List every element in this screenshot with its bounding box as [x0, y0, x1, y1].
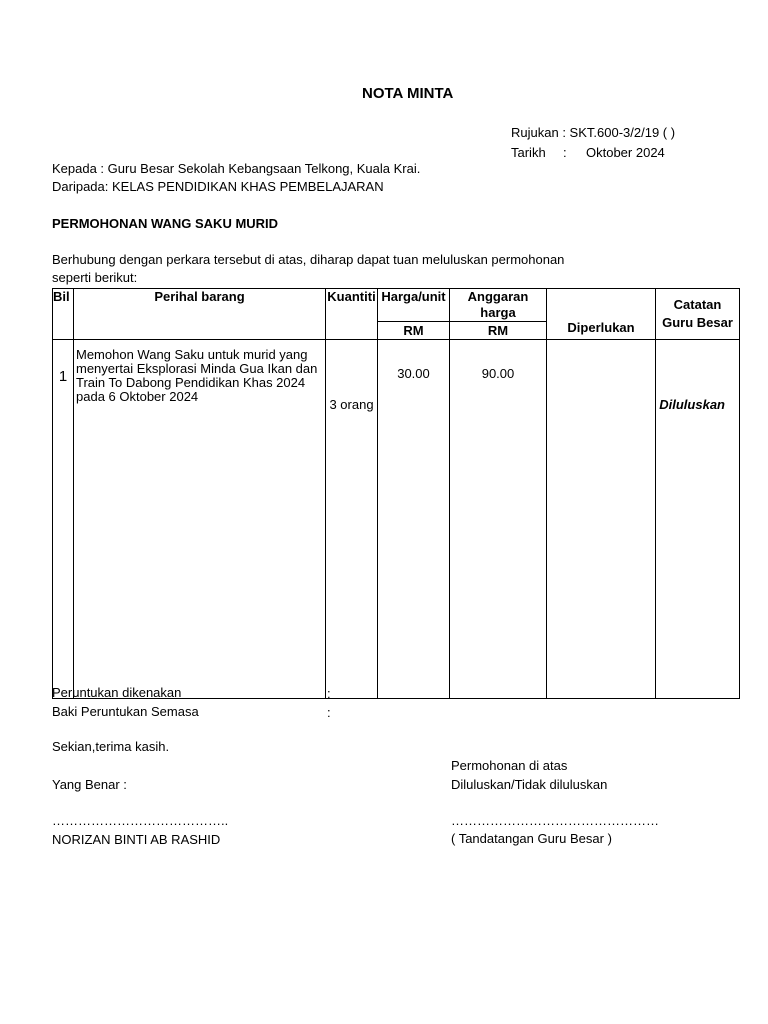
approval-status: Diluluskan/Tidak diluluskan — [451, 777, 608, 792]
document-title: NOTA MINTA — [362, 85, 454, 102]
header-harga: Harga/unit — [378, 289, 450, 322]
cell-catatan: Diluluskan — [656, 340, 740, 699]
tarikh-value: Oktober 2024 — [586, 145, 665, 160]
guru-besar-signature-label: ( Tandatangan Guru Besar ) — [451, 831, 612, 846]
header-kuantiti: Kuantiti — [326, 289, 378, 340]
cell-anggaran: 90.00 — [450, 340, 547, 699]
signature-line-right: ………………………………………… — [451, 813, 659, 828]
header-anggaran-unit: RM — [450, 322, 547, 340]
header-catatan-line-1: Catatan — [673, 297, 722, 312]
tarikh-colon: : — [563, 145, 567, 160]
request-table — [52, 288, 740, 699]
baki-label: Baki Peruntukan Semasa — [52, 704, 199, 719]
permohonan-atas: Permohonan di atas — [451, 758, 568, 773]
intro-line-2: seperti berikut: — [52, 270, 138, 285]
cell-kuantiti: 3 orang — [326, 340, 378, 699]
tarikh-label: Tarikh — [511, 145, 546, 160]
peruntukan-label: Peruntukan dikenakan — [52, 685, 182, 700]
kepada-line: Kepada : Guru Besar Sekolah Kebangsaan Telkong, Kuala Krai. — [52, 161, 421, 176]
header-catatan — [656, 289, 740, 340]
header-catatan-line-2: Guru Besar — [662, 315, 733, 330]
signer-name: NORIZAN BINTI AB RASHID — [52, 832, 221, 847]
perihal-line-1: Memohon Wang Saku untuk murid yang — [76, 347, 308, 362]
header-harga-unit: RM — [378, 322, 450, 340]
intro-line-1: Berhubung dengan perkara tersebut di atas, diharap dapat tuan meluluskan permohonan — [52, 252, 565, 267]
table-header-row — [53, 289, 740, 322]
cell-harga: 30.00 — [378, 340, 450, 699]
signature-line-left: ………………………………….. — [52, 813, 229, 828]
peruntukan-colon: : — [327, 686, 331, 701]
cell-perihal — [74, 340, 326, 699]
baki-colon: : — [327, 705, 331, 720]
rujukan-label: Rujukan — [511, 125, 559, 140]
header-anggaran: Anggaran harga — [450, 289, 547, 322]
cell-diperlukan — [547, 340, 656, 699]
yang-benar: Yang Benar : — [52, 777, 127, 792]
perihal-line-2: menyertai Eksplorasi Minda Gua Ikan dan — [76, 361, 318, 376]
header-diperlukan: Diperlukan — [547, 289, 656, 340]
header-bil: Bil — [53, 289, 74, 340]
table-row — [53, 340, 740, 699]
rujukan-line — [511, 125, 675, 141]
subject-heading: PERMOHONAN WANG SAKU MURID — [52, 216, 279, 231]
perihal-line-3: Train To Dabong Pendidikan Khas 2024 — [76, 375, 306, 390]
header-perihal: Perihal barang — [74, 289, 326, 340]
cell-bil: 1 — [53, 340, 74, 699]
perihal-line-4: pada 6 Oktober 2024 — [76, 389, 199, 404]
closing-text: Sekian,terima kasih. — [52, 739, 170, 754]
rujukan-value: : SKT.600-3/2/19 ( ) — [562, 125, 676, 140]
daripada-line: Daripada: KELAS PENDIDIKAN KHAS PEMBELAJARAN — [52, 179, 384, 194]
